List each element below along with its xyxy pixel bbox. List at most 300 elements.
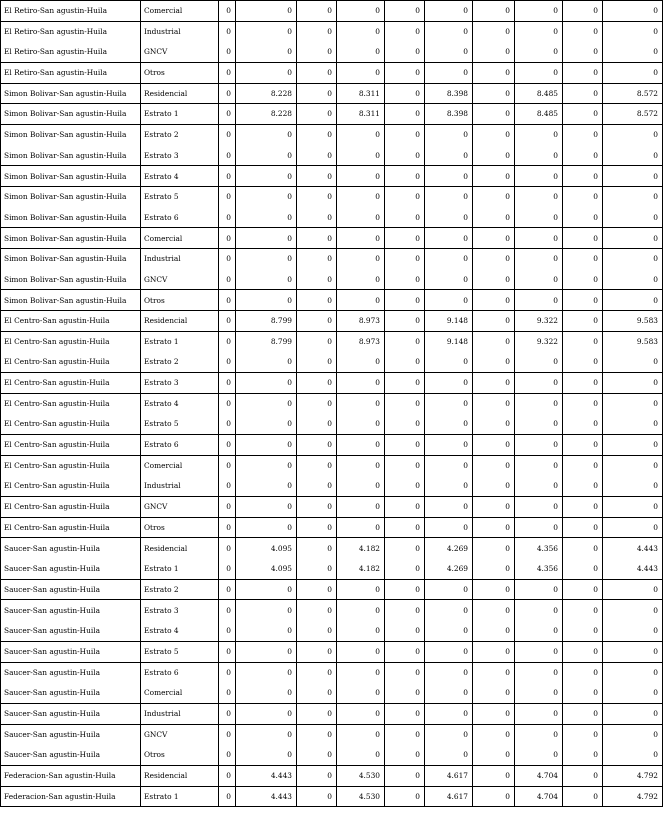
value-cell: 0 (337, 497, 385, 518)
value-cell: 0 (425, 641, 473, 662)
table-row (1, 745, 663, 766)
value-cell: 0 (473, 621, 515, 642)
value-cell: 0 (385, 683, 425, 704)
value-cell: 0 (473, 166, 515, 187)
value-cell: 0 (219, 331, 236, 352)
value-cell: 0 (297, 517, 337, 538)
value-cell: 0 (385, 517, 425, 538)
value-cell: 0 (563, 786, 603, 807)
value-cell: 0 (236, 393, 297, 414)
value-cell: 0 (297, 683, 337, 704)
value-cell: 0 (337, 517, 385, 538)
value-cell: 4.443 (236, 786, 297, 807)
location-cell: El Centro-San agustin-Huila (1, 497, 141, 518)
category-cell: Industrial (141, 703, 219, 724)
value-cell: 4.704 (515, 765, 563, 786)
category-cell: Residencial (141, 538, 219, 559)
value-cell: 0 (425, 683, 473, 704)
value-cell: 0 (563, 311, 603, 332)
value-cell: 0 (297, 745, 337, 766)
value-cell: 0 (219, 414, 236, 435)
value-cell: 0 (219, 786, 236, 807)
value-cell: 0 (473, 559, 515, 580)
value-cell: 0 (236, 42, 297, 63)
value-cell: 0 (603, 621, 663, 642)
value-cell: 0 (236, 1, 297, 22)
location-cell: El Centro-San agustin-Huila (1, 331, 141, 352)
value-cell: 0 (515, 662, 563, 683)
value-cell: 0 (563, 476, 603, 497)
value-cell: 0 (219, 21, 236, 42)
location-cell: Simon Bolivar-San agustin-Huila (1, 290, 141, 311)
table-row (1, 435, 663, 456)
value-cell: 0 (563, 497, 603, 518)
value-cell: 9.322 (515, 331, 563, 352)
value-cell: 0 (385, 207, 425, 228)
value-cell: 0 (385, 455, 425, 476)
value-cell: 0 (219, 393, 236, 414)
category-cell: Estrato 5 (141, 641, 219, 662)
location-cell: Simon Bolivar-San agustin-Huila (1, 207, 141, 228)
value-cell: 0 (219, 559, 236, 580)
value-cell: 0 (563, 21, 603, 42)
value-cell: 0 (297, 435, 337, 456)
value-cell: 0 (297, 207, 337, 228)
value-cell: 0 (603, 517, 663, 538)
value-cell: 0 (337, 393, 385, 414)
location-cell: Saucer-San agustin-Huila (1, 641, 141, 662)
value-cell: 0 (603, 249, 663, 270)
value-cell: 0 (297, 373, 337, 394)
value-cell: 0 (385, 311, 425, 332)
value-cell: 8.485 (515, 83, 563, 104)
value-cell: 4.792 (603, 765, 663, 786)
value-cell: 0 (425, 373, 473, 394)
table-row (1, 269, 663, 290)
value-cell: 0 (236, 683, 297, 704)
category-cell: Estrato 5 (141, 414, 219, 435)
value-cell: 8.973 (337, 331, 385, 352)
value-cell: 8.799 (236, 331, 297, 352)
value-cell: 0 (236, 269, 297, 290)
value-cell: 0 (236, 187, 297, 208)
location-cell: El Centro-San agustin-Huila (1, 476, 141, 497)
value-cell: 0 (473, 683, 515, 704)
value-cell: 0 (219, 517, 236, 538)
value-cell: 0 (236, 166, 297, 187)
location-cell: Saucer-San agustin-Huila (1, 621, 141, 642)
value-cell: 4.443 (236, 765, 297, 786)
value-cell: 0 (385, 724, 425, 745)
table-row (1, 63, 663, 84)
value-cell: 0 (563, 83, 603, 104)
value-cell: 0 (385, 228, 425, 249)
location-cell: El Centro-San agustin-Huila (1, 414, 141, 435)
value-cell: 0 (219, 63, 236, 84)
value-cell: 8.572 (603, 104, 663, 125)
value-cell: 0 (385, 703, 425, 724)
value-cell: 0 (385, 331, 425, 352)
value-cell: 0 (563, 745, 603, 766)
value-cell: 0 (236, 352, 297, 373)
location-cell: Saucer-San agustin-Huila (1, 559, 141, 580)
category-cell: Estrato 6 (141, 662, 219, 683)
value-cell: 0 (385, 373, 425, 394)
value-cell: 0 (603, 703, 663, 724)
value-cell: 0 (603, 290, 663, 311)
value-cell: 0 (425, 290, 473, 311)
value-cell: 0 (563, 42, 603, 63)
value-cell: 0 (425, 21, 473, 42)
value-cell: 4.704 (515, 786, 563, 807)
value-cell: 0 (297, 414, 337, 435)
value-cell: 0 (603, 21, 663, 42)
value-cell: 0 (236, 476, 297, 497)
value-cell: 8.572 (603, 83, 663, 104)
value-cell: 4.182 (337, 559, 385, 580)
category-cell: Residencial (141, 83, 219, 104)
value-cell: 0 (473, 538, 515, 559)
value-cell: 0 (337, 662, 385, 683)
table-row (1, 703, 663, 724)
value-cell: 0 (515, 435, 563, 456)
location-cell: Simon Bolivar-San agustin-Huila (1, 104, 141, 125)
value-cell: 0 (297, 228, 337, 249)
value-cell: 0 (473, 352, 515, 373)
value-cell: 0 (603, 683, 663, 704)
value-cell: 0 (236, 662, 297, 683)
value-cell: 0 (425, 724, 473, 745)
value-cell: 0 (563, 228, 603, 249)
value-cell: 4.443 (603, 559, 663, 580)
location-cell: Saucer-San agustin-Huila (1, 745, 141, 766)
category-cell: Estrato 1 (141, 331, 219, 352)
value-cell: 0 (236, 703, 297, 724)
location-cell: Simon Bolivar-San agustin-Huila (1, 269, 141, 290)
category-cell: Otros (141, 745, 219, 766)
value-cell: 0 (515, 42, 563, 63)
value-cell: 0 (425, 63, 473, 84)
value-cell: 0 (563, 538, 603, 559)
value-cell: 0 (337, 352, 385, 373)
value-cell: 0 (515, 476, 563, 497)
value-cell: 0 (385, 786, 425, 807)
value-cell: 0 (236, 641, 297, 662)
location-cell: El Centro-San agustin-Huila (1, 517, 141, 538)
value-cell: 0 (219, 497, 236, 518)
value-cell: 0 (297, 621, 337, 642)
value-cell: 0 (473, 42, 515, 63)
value-cell: 0 (515, 745, 563, 766)
location-cell: Saucer-San agustin-Huila (1, 662, 141, 683)
value-cell: 0 (473, 393, 515, 414)
value-cell: 0 (473, 249, 515, 270)
value-cell: 0 (425, 414, 473, 435)
value-cell: 0 (425, 207, 473, 228)
value-cell: 0 (515, 352, 563, 373)
table-row (1, 517, 663, 538)
value-cell: 0 (385, 662, 425, 683)
table-row (1, 311, 663, 332)
value-cell: 4.095 (236, 559, 297, 580)
table-row (1, 538, 663, 559)
value-cell: 0 (337, 745, 385, 766)
location-cell: El Centro-San agustin-Huila (1, 435, 141, 456)
value-cell: 0 (219, 538, 236, 559)
category-cell: Otros (141, 290, 219, 311)
value-cell: 0 (603, 393, 663, 414)
value-cell: 0 (236, 414, 297, 435)
value-cell: 0 (425, 42, 473, 63)
value-cell: 0 (385, 393, 425, 414)
value-cell: 0 (297, 559, 337, 580)
category-cell: Estrato 5 (141, 187, 219, 208)
value-cell: 0 (563, 207, 603, 228)
category-cell: GNCV (141, 724, 219, 745)
value-cell: 0 (297, 579, 337, 600)
value-cell: 0 (425, 621, 473, 642)
value-cell: 0 (219, 125, 236, 146)
location-cell: El Retiro-San agustin-Huila (1, 1, 141, 22)
table-row (1, 765, 663, 786)
value-cell: 0 (219, 187, 236, 208)
value-cell: 0 (385, 600, 425, 621)
location-cell: El Centro-San agustin-Huila (1, 373, 141, 394)
value-cell: 0 (219, 724, 236, 745)
value-cell: 0 (563, 683, 603, 704)
value-cell: 0 (603, 187, 663, 208)
value-cell: 0 (337, 269, 385, 290)
value-cell: 0 (385, 166, 425, 187)
value-cell: 0 (603, 414, 663, 435)
value-cell: 0 (385, 125, 425, 146)
value-cell: 0 (515, 63, 563, 84)
value-cell: 0 (425, 125, 473, 146)
value-cell: 0 (563, 373, 603, 394)
value-cell: 0 (297, 352, 337, 373)
value-cell: 0 (425, 187, 473, 208)
value-cell: 0 (219, 42, 236, 63)
value-cell: 0 (473, 786, 515, 807)
value-cell: 0 (236, 497, 297, 518)
value-cell: 0 (563, 414, 603, 435)
value-cell: 0 (603, 662, 663, 683)
category-cell: Estrato 2 (141, 352, 219, 373)
value-cell: 0 (473, 579, 515, 600)
value-cell: 0 (236, 435, 297, 456)
value-cell: 0 (297, 331, 337, 352)
value-cell: 0 (473, 83, 515, 104)
value-cell: 0 (563, 166, 603, 187)
category-cell: GNCV (141, 269, 219, 290)
value-cell: 0 (425, 476, 473, 497)
value-cell: 0 (219, 455, 236, 476)
value-cell: 0 (385, 435, 425, 456)
location-cell: El Centro-San agustin-Huila (1, 311, 141, 332)
value-cell: 0 (297, 290, 337, 311)
location-cell: Saucer-San agustin-Huila (1, 579, 141, 600)
category-cell: Estrato 3 (141, 600, 219, 621)
category-cell: Estrato 6 (141, 435, 219, 456)
value-cell: 0 (473, 125, 515, 146)
location-cell: Saucer-San agustin-Huila (1, 538, 141, 559)
value-cell: 0 (385, 269, 425, 290)
value-cell: 0 (563, 435, 603, 456)
value-cell: 4.617 (425, 786, 473, 807)
value-cell: 0 (337, 435, 385, 456)
value-cell: 0 (219, 228, 236, 249)
value-cell: 0 (563, 1, 603, 22)
value-cell: 0 (473, 662, 515, 683)
location-cell: Saucer-San agustin-Huila (1, 724, 141, 745)
value-cell: 0 (563, 621, 603, 642)
value-cell: 0 (297, 21, 337, 42)
location-cell: El Centro-San agustin-Huila (1, 393, 141, 414)
value-cell: 0 (425, 662, 473, 683)
value-cell: 0 (385, 1, 425, 22)
value-cell: 0 (385, 290, 425, 311)
value-cell: 9.322 (515, 311, 563, 332)
value-cell: 0 (515, 373, 563, 394)
value-cell: 0 (385, 83, 425, 104)
value-cell: 0 (473, 455, 515, 476)
value-cell: 0 (385, 21, 425, 42)
location-cell: Saucer-San agustin-Huila (1, 600, 141, 621)
table-row (1, 166, 663, 187)
value-cell: 0 (219, 249, 236, 270)
value-cell: 0 (297, 662, 337, 683)
category-cell: Comercial (141, 228, 219, 249)
value-cell: 8.398 (425, 83, 473, 104)
category-cell: Otros (141, 63, 219, 84)
value-cell: 0 (603, 145, 663, 166)
value-cell: 4.269 (425, 559, 473, 580)
value-cell: 8.311 (337, 83, 385, 104)
value-cell: 8.973 (337, 311, 385, 332)
value-cell: 0 (515, 1, 563, 22)
value-cell: 0 (219, 373, 236, 394)
table-row (1, 373, 663, 394)
value-cell: 0 (385, 579, 425, 600)
value-cell: 0 (337, 621, 385, 642)
category-cell: Comercial (141, 455, 219, 476)
value-cell: 0 (425, 228, 473, 249)
value-cell: 0 (603, 352, 663, 373)
value-cell: 0 (219, 703, 236, 724)
category-cell: GNCV (141, 42, 219, 63)
table-row (1, 1, 663, 22)
value-cell: 0 (337, 42, 385, 63)
value-cell: 0 (473, 269, 515, 290)
value-cell: 0 (563, 187, 603, 208)
value-cell: 0 (603, 166, 663, 187)
value-cell: 0 (563, 455, 603, 476)
value-cell: 0 (473, 104, 515, 125)
value-cell: 0 (563, 765, 603, 786)
value-cell: 0 (603, 1, 663, 22)
value-cell: 0 (473, 435, 515, 456)
table-row (1, 83, 663, 104)
value-cell: 0 (515, 641, 563, 662)
value-cell: 0 (515, 145, 563, 166)
value-cell: 0 (515, 455, 563, 476)
value-cell: 0 (337, 187, 385, 208)
category-cell: Estrato 1 (141, 559, 219, 580)
value-cell: 0 (236, 249, 297, 270)
value-cell: 0 (603, 42, 663, 63)
value-cell: 0 (297, 63, 337, 84)
value-cell: 0 (219, 104, 236, 125)
value-cell: 0 (515, 393, 563, 414)
value-cell: 0 (473, 517, 515, 538)
value-cell: 0 (603, 63, 663, 84)
category-cell: Industrial (141, 476, 219, 497)
table-row (1, 125, 663, 146)
value-cell: 4.356 (515, 538, 563, 559)
value-cell: 0 (219, 311, 236, 332)
value-cell: 0 (473, 145, 515, 166)
value-cell: 0 (337, 249, 385, 270)
value-cell: 4.269 (425, 538, 473, 559)
value-cell: 8.799 (236, 311, 297, 332)
value-cell: 0 (563, 703, 603, 724)
table-row (1, 497, 663, 518)
value-cell: 0 (219, 166, 236, 187)
value-cell: 0 (425, 703, 473, 724)
category-cell: Estrato 2 (141, 125, 219, 146)
value-cell: 0 (236, 600, 297, 621)
value-cell: 0 (385, 145, 425, 166)
value-cell: 0 (425, 393, 473, 414)
value-cell: 8.228 (236, 104, 297, 125)
value-cell: 0 (563, 352, 603, 373)
table-row (1, 641, 663, 662)
value-cell: 0 (603, 600, 663, 621)
value-cell: 0 (236, 21, 297, 42)
value-cell: 0 (563, 290, 603, 311)
category-cell: Estrato 3 (141, 373, 219, 394)
value-cell: 0 (337, 207, 385, 228)
value-cell: 0 (603, 476, 663, 497)
value-cell: 0 (563, 724, 603, 745)
value-cell: 0 (385, 765, 425, 786)
category-cell: Estrato 4 (141, 621, 219, 642)
value-cell: 0 (219, 641, 236, 662)
value-cell: 0 (473, 600, 515, 621)
value-cell: 0 (219, 662, 236, 683)
category-cell: Industrial (141, 249, 219, 270)
value-cell: 0 (563, 393, 603, 414)
location-cell: El Centro-San agustin-Huila (1, 455, 141, 476)
value-cell: 4.792 (603, 786, 663, 807)
value-cell: 0 (337, 579, 385, 600)
value-cell: 0 (337, 600, 385, 621)
value-cell: 0 (236, 745, 297, 766)
value-cell: 0 (337, 373, 385, 394)
value-cell: 0 (219, 290, 236, 311)
value-cell: 0 (385, 538, 425, 559)
location-cell: Simon Bolivar-San agustin-Huila (1, 249, 141, 270)
value-cell: 0 (563, 331, 603, 352)
value-cell: 0 (515, 207, 563, 228)
table-row (1, 621, 663, 642)
category-cell: Estrato 4 (141, 393, 219, 414)
value-cell: 0 (385, 745, 425, 766)
value-cell: 0 (425, 1, 473, 22)
location-cell: Federacion-San agustin-Huila (1, 786, 141, 807)
value-cell: 0 (473, 703, 515, 724)
value-cell: 0 (297, 641, 337, 662)
